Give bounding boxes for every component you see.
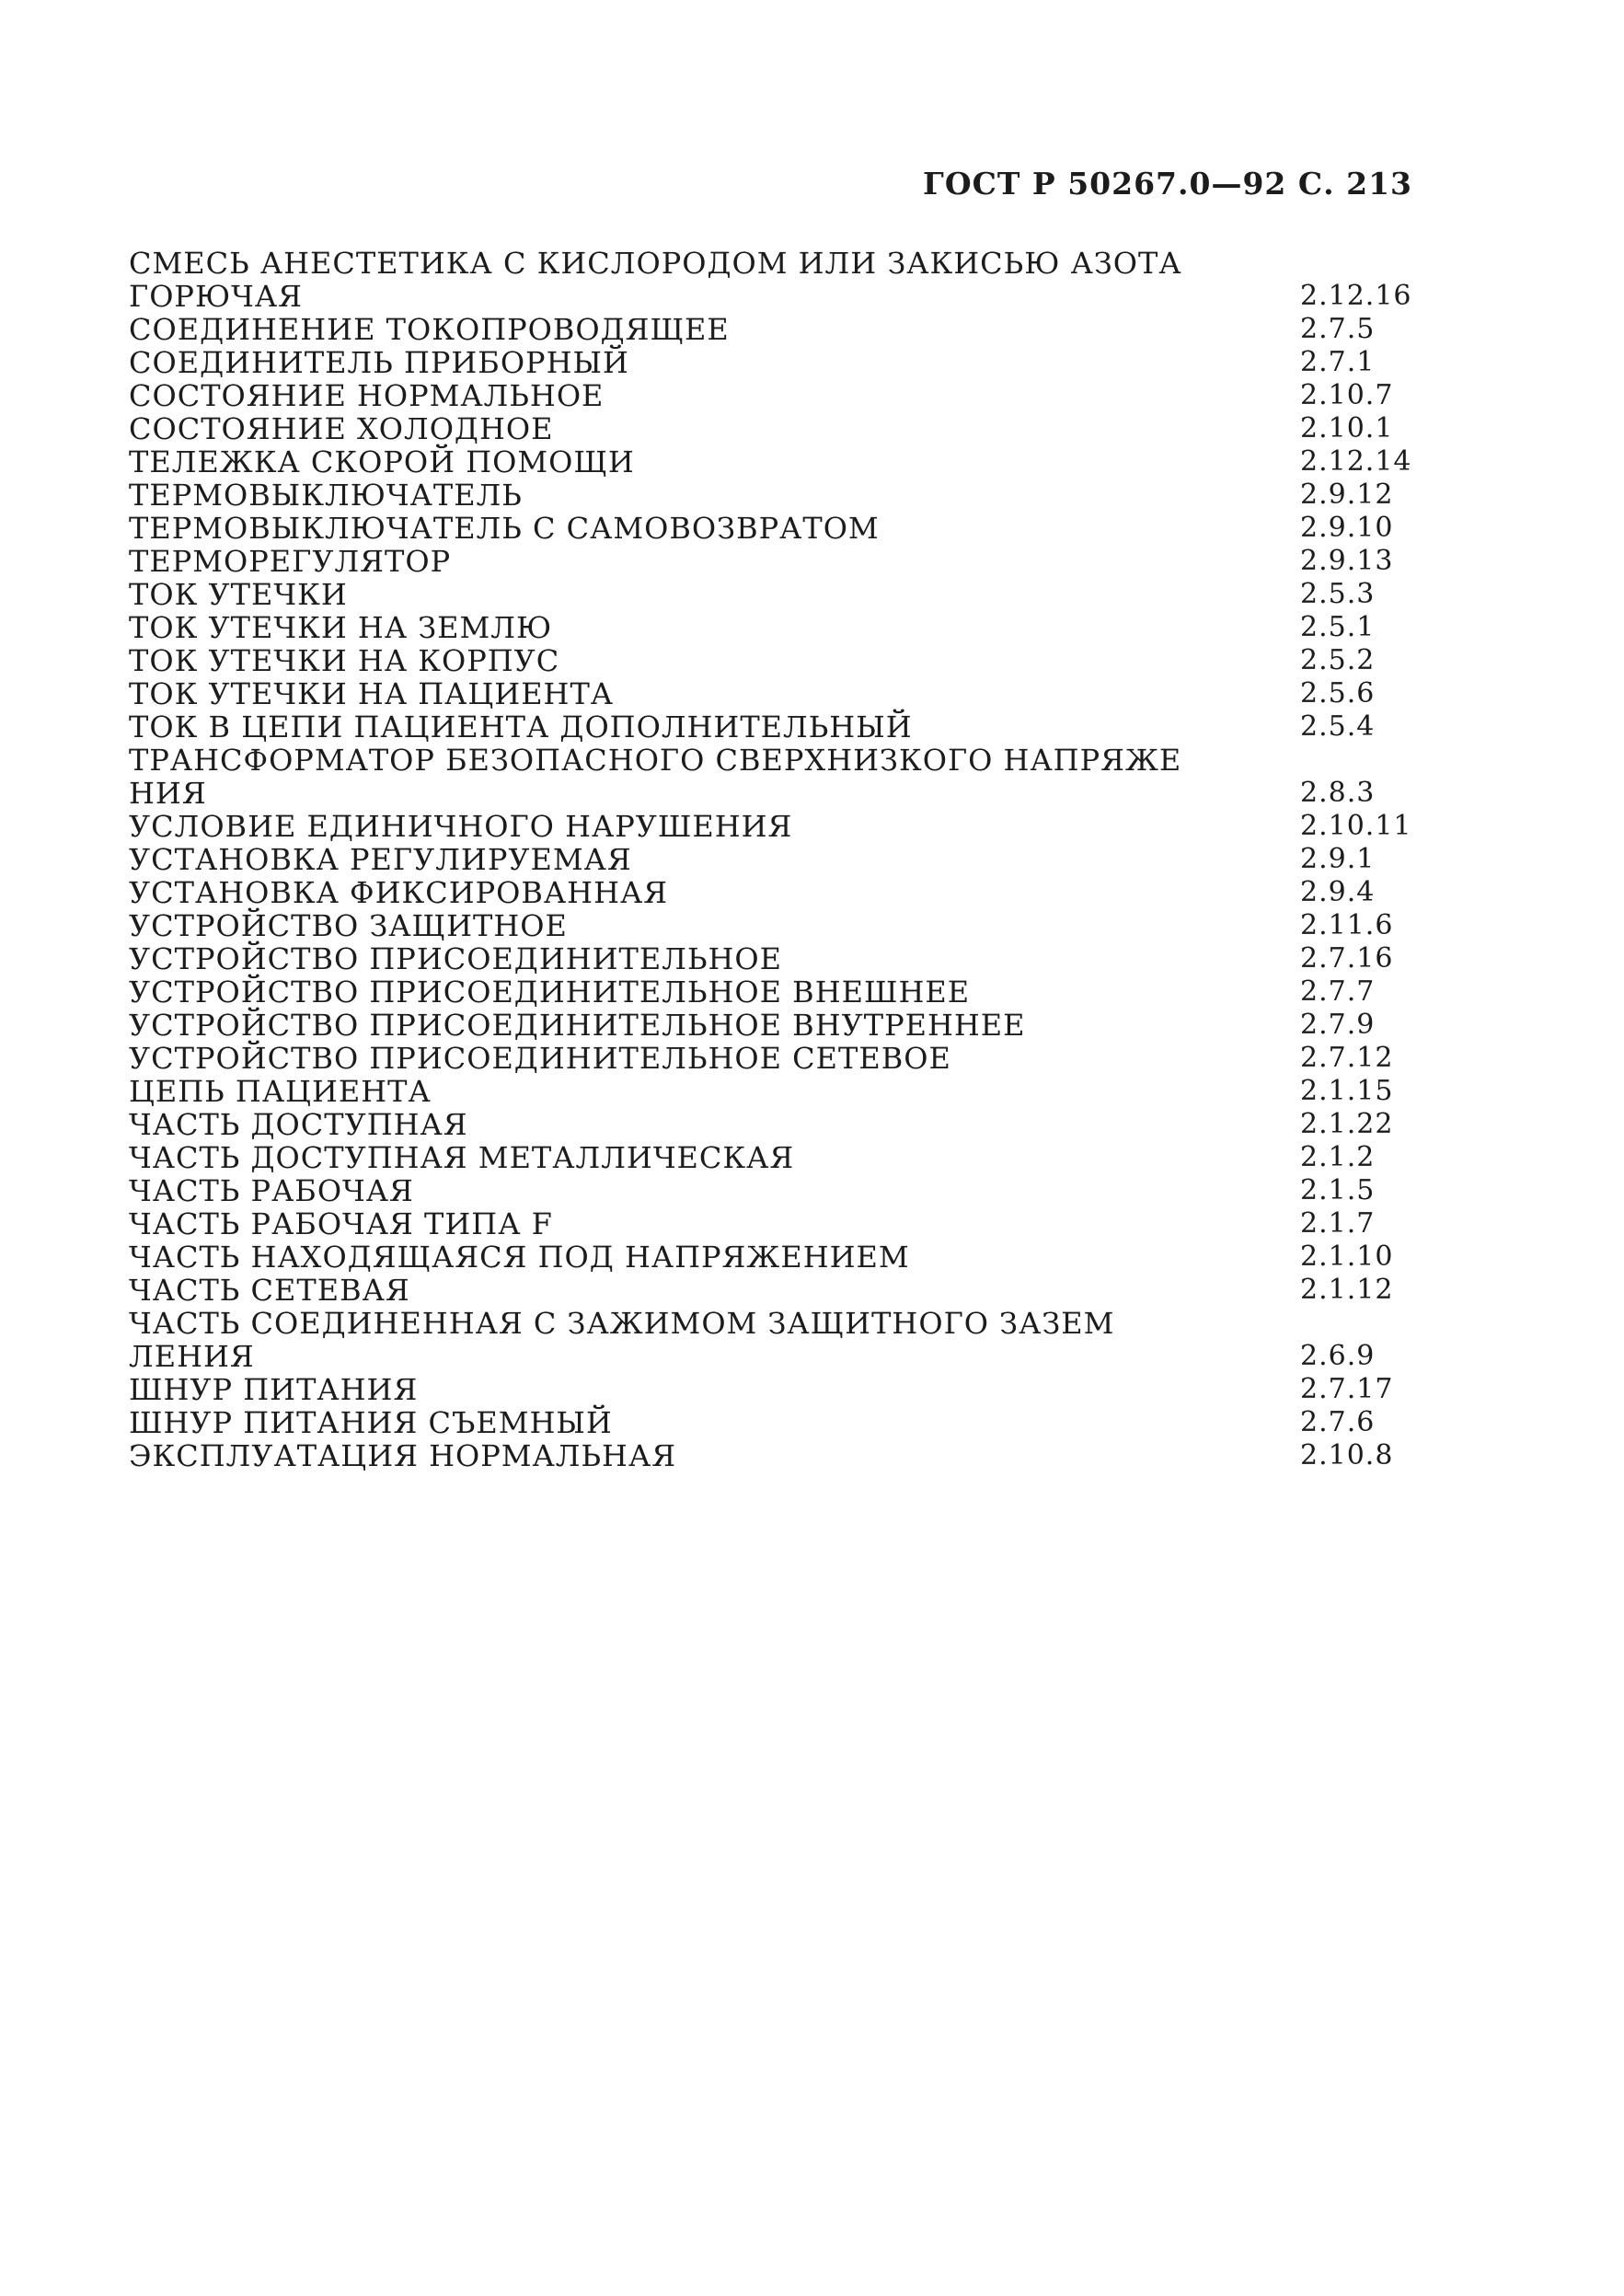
index-term: СОЕДИНИТЕЛЬ ПРИБОРНЫЙ xyxy=(129,345,629,380)
index-term: СОЕДИНЕНИЕ ТОКОПРОВОДЯЩЕЕ xyxy=(129,312,730,347)
index-term: ТЕРМОВЫКЛЮЧАТЕЛЬ xyxy=(129,478,523,513)
index-term: ЧАСТЬ СОЕДИНЕННАЯ С ЗАЖИМОМ ЗАЩИТНОГО ЗАЗЕМ xyxy=(129,1306,1115,1341)
index-term: СОСТОЯНИЕ НОРМАЛЬНОЕ xyxy=(129,378,605,413)
index-reference: 2.10.11 xyxy=(1300,810,1412,842)
index-term: УСТРОЙСТВО ПРИСОЕДИНИТЕЛЬНОЕ ВНУТРЕННЕЕ xyxy=(129,1008,1026,1043)
index-reference: 2.1.2 xyxy=(1300,1141,1376,1173)
index-row xyxy=(129,512,1417,545)
index-reference: 2.9.10 xyxy=(1300,512,1394,544)
index-reference: 2.7.1 xyxy=(1300,346,1376,378)
index-row xyxy=(129,1075,1417,1108)
index-reference: 2.9.4 xyxy=(1300,876,1376,908)
index-term: УСТРОЙСТВО ПРИСОЕДИНИТЕЛЬНОЕ xyxy=(129,941,782,976)
index-reference: 2.5.2 xyxy=(1300,644,1376,676)
index-reference: 2.9.1 xyxy=(1300,843,1376,875)
index-row xyxy=(129,379,1417,412)
index-term: ШНУР ПИТАНИЯ xyxy=(129,1372,419,1407)
index-reference: 2.1.5 xyxy=(1300,1174,1376,1206)
index-reference: 2.5.6 xyxy=(1300,677,1376,710)
index-row xyxy=(129,1307,1417,1340)
index-reference: 2.7.17 xyxy=(1300,1373,1394,1405)
index-term: ЧАСТЬ РАБОЧАЯ xyxy=(129,1173,414,1208)
index-term: ЦЕПЬ ПАЦИЕНТА xyxy=(129,1074,432,1109)
index-row xyxy=(129,346,1417,379)
index-row xyxy=(129,744,1417,777)
index-term: ЭКСПЛУАТАЦИЯ НОРМАЛЬНАЯ xyxy=(129,1438,677,1473)
index-row xyxy=(129,445,1417,479)
index-term: ТЕЛЕЖКА СКОРОЙ ПОМОЩИ xyxy=(129,444,635,479)
index-term: СМЕСЬ АНЕСТЕТИКА С КИСЛОРОДОМ ИЛИ ЗАКИСЬЮ АЗОТА xyxy=(129,246,1182,281)
index-row xyxy=(129,1274,1417,1307)
index-term: ТОК УТЕЧКИ НА ПАЦИЕНТА xyxy=(129,676,615,711)
index-term: ШНУР ПИТАНИЯ СЪЕМНЫЙ xyxy=(129,1405,613,1440)
index-term: УСТРОЙСТВО ПРИСОЕДИНИТЕЛЬНОЕ СЕТЕВОЕ xyxy=(129,1041,951,1076)
index-reference: 2.7.6 xyxy=(1300,1406,1376,1438)
index-term: СОСТОЯНИЕ ХОЛОДНОЕ xyxy=(129,411,554,446)
index-reference: 2.10.7 xyxy=(1300,379,1394,411)
index-row xyxy=(129,1174,1417,1207)
index-row xyxy=(129,545,1417,578)
index-row xyxy=(129,710,1417,744)
index-row xyxy=(129,1406,1417,1439)
index-term: НИЯ xyxy=(129,776,207,811)
subject-index xyxy=(129,247,1417,1472)
index-term: УСТРОЙСТВО ПРИСОЕДИНИТЕЛЬНОЕ ВНЕШНЕЕ xyxy=(129,975,971,1010)
index-row xyxy=(129,1141,1417,1174)
index-term: ЧАСТЬ ДОСТУПНАЯ xyxy=(129,1107,468,1142)
index-reference: 2.7.5 xyxy=(1300,313,1376,345)
index-row xyxy=(129,644,1417,677)
index-reference: 2.7.12 xyxy=(1300,1042,1394,1074)
index-row xyxy=(129,247,1417,280)
index-row xyxy=(129,313,1417,346)
index-reference: 2.1.22 xyxy=(1300,1108,1394,1140)
index-reference: 2.1.12 xyxy=(1300,1274,1394,1306)
index-reference: 2.5.4 xyxy=(1300,710,1376,743)
index-term: ЧАСТЬ РАБОЧАЯ ТИПА F xyxy=(129,1206,553,1241)
index-term: ТОК УТЕЧКИ НА ЗЕМЛЮ xyxy=(129,610,553,645)
index-row xyxy=(129,1108,1417,1141)
index-term: ТОК УТЕЧКИ НА КОРПУС xyxy=(129,643,560,678)
index-row xyxy=(129,280,1417,313)
index-term: ЧАСТЬ НАХОДЯЩАЯСЯ ПОД НАПРЯЖЕНИЕМ xyxy=(129,1240,910,1275)
index-row xyxy=(129,876,1417,909)
index-reference: 2.12.16 xyxy=(1300,280,1412,312)
index-row xyxy=(129,1240,1417,1274)
index-term: УСЛОВИЕ ЕДИНИЧНОГО НАРУШЕНИЯ xyxy=(129,809,793,844)
index-row xyxy=(129,975,1417,1009)
index-reference: 2.12.14 xyxy=(1300,445,1412,478)
index-row xyxy=(129,1373,1417,1406)
index-term: ЧАСТЬ ДОСТУПНАЯ МЕТАЛЛИЧЕСКАЯ xyxy=(129,1140,795,1175)
index-term: ТОК УТЕЧКИ xyxy=(129,577,348,612)
index-row xyxy=(129,843,1417,876)
index-reference: 2.9.13 xyxy=(1300,545,1394,577)
index-row xyxy=(129,479,1417,512)
index-row xyxy=(129,1340,1417,1373)
index-reference: 2.5.1 xyxy=(1300,611,1376,643)
index-reference: 2.1.10 xyxy=(1300,1240,1394,1273)
index-row xyxy=(129,1042,1417,1075)
index-row xyxy=(129,1439,1417,1472)
index-row xyxy=(129,1207,1417,1240)
index-reference: 2.8.3 xyxy=(1300,777,1376,809)
index-term: ТРАНСФОРМАТОР БЕЗОПАСНОГО СВЕРХНИЗКОГО НАПРЯЖЕ xyxy=(129,743,1182,778)
index-reference: 2.1.7 xyxy=(1300,1207,1376,1240)
index-reference: 2.7.9 xyxy=(1300,1009,1376,1041)
index-term: ТЕРМОВЫКЛЮЧАТЕЛЬ С САМОВОЗВРАТОМ xyxy=(129,511,880,546)
index-term: ТЕРМОРЕГУЛЯТОР xyxy=(129,544,452,579)
index-row xyxy=(129,578,1417,611)
index-reference: 2.10.1 xyxy=(1300,412,1394,444)
index-reference: 2.5.3 xyxy=(1300,578,1376,610)
page-header: ГОСТ Р 50267.0—92 С. 213 xyxy=(923,166,1412,202)
index-row xyxy=(129,611,1417,644)
index-reference: 2.7.16 xyxy=(1300,942,1394,975)
index-term: ТОК В ЦЕПИ ПАЦИЕНТА ДОПОЛНИТЕЛЬНЫЙ xyxy=(129,710,913,744)
index-term: ЛЕНИЯ xyxy=(129,1339,255,1374)
index-row xyxy=(129,942,1417,975)
index-reference: 2.11.6 xyxy=(1300,909,1394,941)
index-row xyxy=(129,1009,1417,1042)
index-reference: 2.7.7 xyxy=(1300,975,1376,1008)
index-row xyxy=(129,777,1417,810)
index-term: ГОРЮЧАЯ xyxy=(129,279,303,314)
index-reference: 2.9.12 xyxy=(1300,479,1394,511)
index-row xyxy=(129,909,1417,942)
index-reference: 2.6.9 xyxy=(1300,1340,1376,1372)
index-row xyxy=(129,810,1417,843)
index-row xyxy=(129,677,1417,710)
index-reference: 2.10.8 xyxy=(1300,1439,1394,1471)
index-term: ЧАСТЬ СЕТЕВАЯ xyxy=(129,1273,410,1308)
index-row xyxy=(129,412,1417,445)
index-term: УСТАНОВКА РЕГУЛИРУЕМАЯ xyxy=(129,842,632,877)
index-term: УСТРОЙСТВО ЗАЩИТНОЕ xyxy=(129,908,568,943)
index-term: УСТАНОВКА ФИКСИРОВАННАЯ xyxy=(129,875,669,910)
index-reference: 2.1.15 xyxy=(1300,1075,1394,1107)
